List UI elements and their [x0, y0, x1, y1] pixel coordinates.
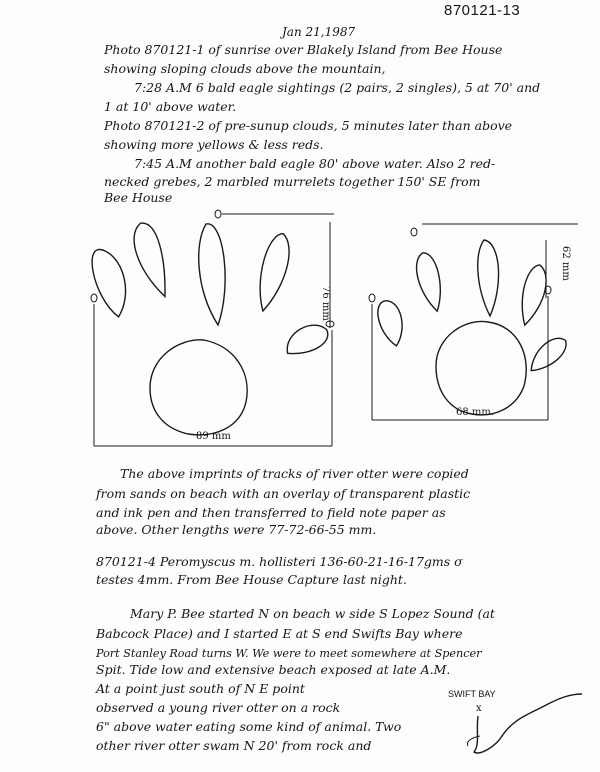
note-line-13: above. Other lengths were 77-72-66-55 mm.: [96, 522, 377, 537]
note-date: Jan 21,1987: [282, 25, 356, 39]
note-line-6: showing more yellows & less reds.: [104, 137, 324, 152]
right-track-width-label: 68 mm.: [456, 407, 495, 418]
note-line-15: testes 4mm. From Bee House Capture last night.: [96, 572, 407, 587]
note-line-10: The above imprints of tracks of river otter were copied: [120, 466, 469, 481]
left-otter-track: [84, 210, 334, 446]
map-label-swift-bay: SWIFT BAY: [448, 689, 496, 699]
swift-bay-map-sketch: [468, 694, 583, 753]
note-line-11: from sands on beach with an overlay of transparent plastic: [96, 486, 471, 501]
note-line-19: Spit. Tide low and extensive beach exposed at late A.M.: [96, 662, 451, 677]
note-line-7: 7:45 A.M another bald eagle 80' above water. Also 2 red-: [134, 156, 496, 171]
right-otter-track: [369, 224, 578, 420]
document-id: 870121-13: [444, 2, 521, 19]
note-line-2: showing sloping clouds above the mountain,: [104, 61, 386, 76]
note-line-14: 870121-4 Peromyscus m. hollisteri 136-60-21-16-17gms σ: [96, 554, 463, 569]
left-track-height-label: 76 mm: [320, 286, 331, 321]
note-line-23: other river otter swam N 20' from rock and: [96, 738, 372, 753]
note-line-20: At a point just south of N E point: [96, 681, 305, 696]
note-line-5: Photo 870121-2 of pre-sunup clouds, 5 minutes later than above: [104, 118, 513, 133]
note-line-12: and ink pen and then transferred to field note paper as: [96, 505, 446, 520]
note-line-4: 1 at 10' above water.: [104, 99, 237, 114]
note-line-8: necked grebes, 2 marbled murrelets together 150' SE from: [104, 174, 481, 189]
left-track-width-label: 89 mm: [196, 431, 231, 442]
note-line-17: Babcock Place) and I started E at S end Swifts Bay where: [96, 626, 463, 641]
note-line-3: 7:28 A.M 6 bald eagle sightings (2 pairs, 2 singles), 5 at 70' and: [134, 80, 541, 95]
note-line-21: observed a young river otter on a rock: [96, 700, 341, 715]
note-line-9: Bee House: [104, 190, 173, 205]
map-marker: x: [476, 703, 482, 714]
right-track-height-label: 62 mm: [560, 246, 571, 281]
note-line-16: Mary P. Bee started N on beach w side S Lopez Sound (at: [130, 606, 495, 621]
note-line-1: Photo 870121-1 of sunrise over Blakely Island from Bee House: [104, 42, 503, 57]
note-line-18: Port Stanley Road turns W. We were to meet somewhere at Spencer: [96, 647, 482, 660]
note-line-22: 6" above water eating some kind of animal. Two: [96, 719, 402, 734]
